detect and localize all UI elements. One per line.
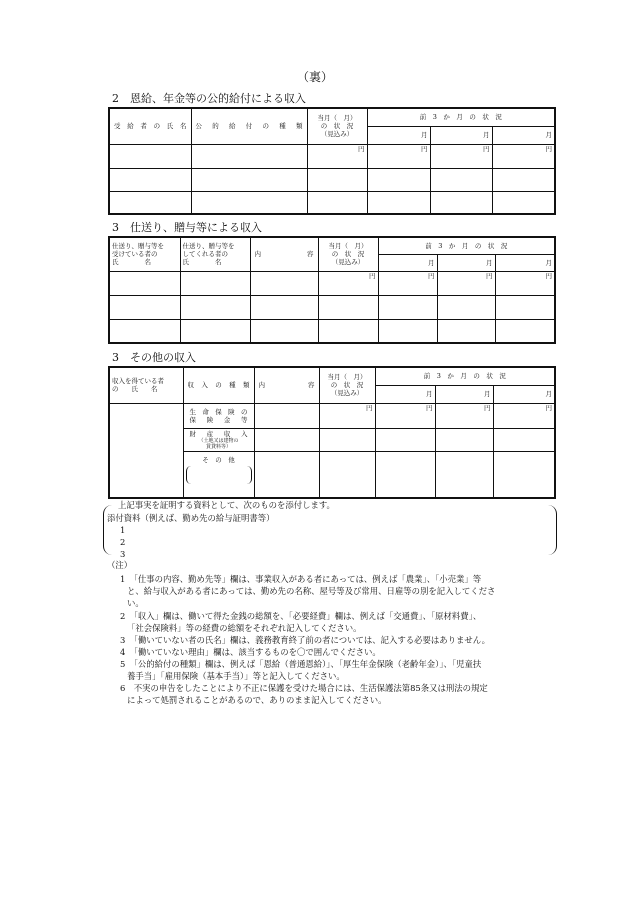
header-current-month: 当月（ 月） の 状 況 （見込み） [307,108,367,144]
input-cell[interactable] [250,319,318,343]
attachment-label: 添付資料（例えば、勤め先の給与証明書等） [107,513,275,523]
header-receiver-name: 仕送り、贈与等を 受けている者の 氏 名 [109,237,180,271]
attachment-item-3: 3 [120,549,126,559]
input-cell[interactable] [254,428,319,451]
header-current-month: 当月（ 月） の 状 況 （見込み） [318,237,378,271]
header-past-three-months: 前 3 か 月 の 状 況 [367,108,555,126]
table-row [109,144,555,168]
table-row [109,403,555,428]
input-cell[interactable] [191,168,307,191]
month-label: 月 [495,254,555,271]
attachment-intro: 上記事実を証明する資料として、次のものを添付します。 [118,500,335,510]
yen-cell[interactable]: 円 [375,403,435,428]
note-line: 6 不実の申告をしたことにより不正に保護を受けた場合には、生活保護法第85条又は刑法の規定 [120,683,488,693]
input-cell[interactable] [495,295,555,319]
input-cell[interactable] [367,191,430,214]
input-cell[interactable] [191,191,307,214]
note-line: と、給与収入がある者にあっては、勤め先の名称、屋号等及び常用、日雇等の別を記入してくださ [127,586,496,596]
row-property-income: 財産収入 （土地又は建物の 賃貸料等） [183,428,254,451]
header-past-three-months: 前 3 か 月 の 状 況 [375,367,555,385]
input-cell[interactable] [375,428,435,451]
input-cell[interactable] [109,319,180,343]
yen-cell[interactable]: 円 [495,271,555,295]
input-cell[interactable] [492,168,555,191]
month-label: 月 [375,385,435,403]
header-recipient-name: 受給者の氏名 [109,108,191,144]
yen-cell[interactable]: 円 [367,144,430,168]
input-cell[interactable] [319,428,375,451]
page-side-mark: （裏） [296,70,333,84]
input-cell[interactable] [375,451,435,498]
input-cell[interactable] [318,319,378,343]
table-row [109,191,555,214]
month-label: 月 [492,126,555,144]
note-line: 3 「働いていない者の氏名」欄は、義務教育終了前の者については、記入する必要はありません。 [120,635,490,645]
section-remittance-title: 3 仕送り、贈与等による収入 [112,221,262,234]
note-line: 「社会保険料」等の経費の総額をそれぞれ記入してください。 [127,623,362,633]
input-cell[interactable] [430,191,492,214]
input-cell[interactable] [378,319,437,343]
input-cell[interactable] [180,295,250,319]
header-earner-name: 収入を得ている者 の 氏 名 [109,367,183,403]
remittance-income-table [108,236,556,344]
note-line: によって処罰されることがあるので、ありのまま記入してください。 [127,695,387,705]
input-cell[interactable] [437,319,495,343]
yen-cell[interactable]: 円 [493,403,555,428]
input-cell[interactable] [254,451,319,498]
input-cell[interactable] [180,319,250,343]
input-cell[interactable] [430,168,492,191]
note-line: 1 「仕事の内容、勤め先等」欄は、事業収入がある者にあっては、例えば「農業」、「小売業」等 [120,574,482,584]
input-cell[interactable] [437,295,495,319]
input-cell[interactable] [307,168,367,191]
input-cell[interactable] [250,295,318,319]
input-cell[interactable] [109,295,180,319]
parenthesis-bracket [186,466,252,484]
input-cell[interactable] [435,428,493,451]
yen-cell[interactable]: 円 [435,403,493,428]
section-pension-title: 2 恩給、年金等の公的給付による収入 [112,92,306,105]
note-line: 養手当」「雇用保険（基本手当）」等と記入してください。 [127,671,345,681]
yen-cell[interactable]: 円 [437,271,495,295]
input-cell[interactable] [367,168,430,191]
header-content: 内 容 [254,367,319,403]
input-cell[interactable] [318,295,378,319]
header-past-three-months: 前 3 か 月 の 状 況 [378,237,555,254]
attachment-item-1: 1 [120,525,126,535]
header-current-month: 当月（ 月） の 状 況 （見込み） [319,367,375,403]
attachment-item-2: 2 [120,537,126,547]
month-label: 月 [378,254,437,271]
input-cell[interactable] [254,403,319,428]
row-other-income: そ の 他 [183,451,254,498]
table-row [109,295,555,319]
month-label: 月 [493,385,555,403]
section-other-title: 3 その他の収入 [112,351,196,364]
table-row [109,168,555,191]
month-label: 月 [367,126,430,144]
input-cell[interactable] [319,451,375,498]
month-label: 月 [430,126,492,144]
header-giver-name: 仕送り、贈与等を してくれる者の 氏 名 [180,237,250,271]
header-benefit-kind: 公的給付の種類 [191,108,307,144]
input-cell[interactable] [180,271,250,295]
other-income-table [108,366,556,499]
input-cell[interactable] [109,271,180,295]
note-line: 2 「収入」欄は、働いて得た金銭の総額を、「必要経費」欄は、例えば「交通費」、「原材料費」、 [120,611,482,621]
pension-income-table [108,107,556,215]
yen-cell[interactable]: 円 [430,144,492,168]
yen-cell[interactable]: 円 [378,271,437,295]
note-line: い。 [127,598,144,608]
input-cell[interactable] [109,168,191,191]
notes-heading: （注） [107,560,133,570]
input-cell[interactable] [109,144,191,168]
table-row [109,319,555,343]
input-cell[interactable] [435,451,493,498]
yen-cell[interactable]: 円 [492,144,555,168]
input-cell[interactable] [109,191,191,214]
yen-cell[interactable]: 円 [318,271,378,295]
input-cell[interactable] [378,295,437,319]
input-cell[interactable] [495,319,555,343]
input-cell[interactable] [493,451,555,498]
note-line: 5 「公的給付の種類」欄は、例えば「恩給（普通恩給）」、「厚生年金保険（老齢年金）」、「児童扶 [120,659,482,669]
month-label: 月 [435,385,493,403]
table-row [109,271,555,295]
row-life-insurance: 生命保険の 保険金等 [183,403,254,428]
yen-cell[interactable]: 円 [307,144,367,168]
input-cell[interactable] [191,144,307,168]
yen-cell[interactable]: 円 [319,403,375,428]
note-line: 4 「働いていない理由」欄は、該当するものを〇で囲んでください。 [120,647,381,657]
input-cell[interactable] [109,403,183,498]
header-content: 内 容 [250,237,318,271]
input-cell[interactable] [493,428,555,451]
header-income-kind: 収入の種類 [183,367,254,403]
input-cell[interactable] [250,271,318,295]
month-label: 月 [437,254,495,271]
input-cell[interactable] [492,191,555,214]
input-cell[interactable] [307,191,367,214]
